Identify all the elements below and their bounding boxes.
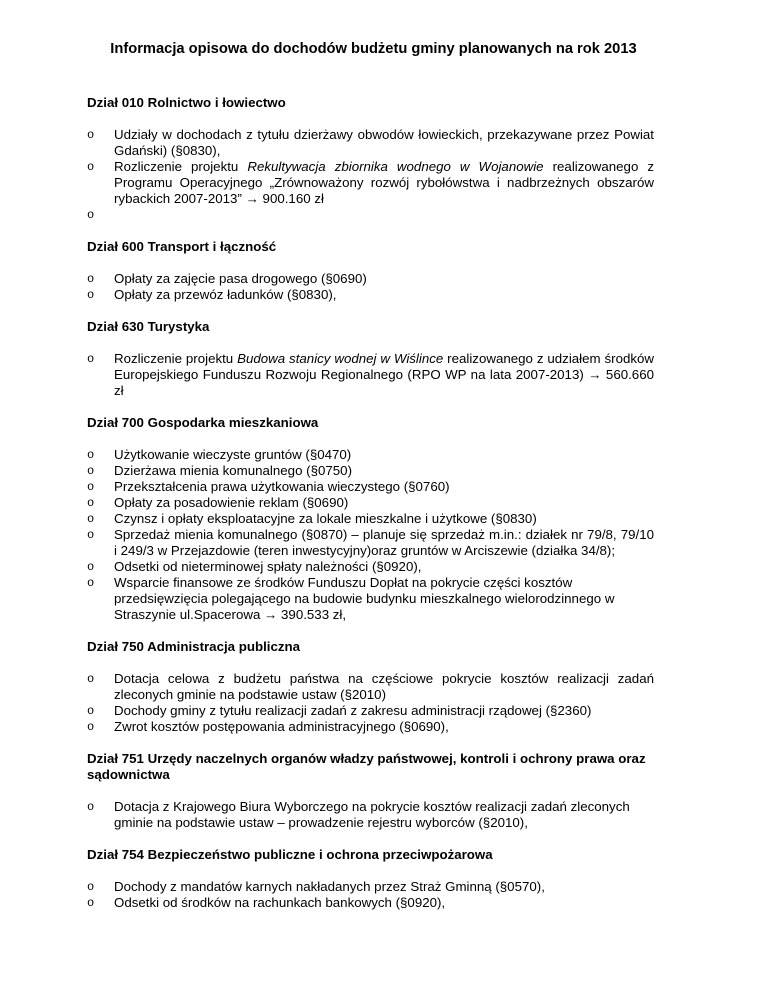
list-item xyxy=(87,511,654,527)
bullet-marker: o xyxy=(87,480,95,494)
list-item xyxy=(87,879,654,895)
list-item xyxy=(87,703,654,719)
item-text: Zwrot kosztów postępowania administracyjnego (§0690), xyxy=(114,719,449,734)
sections-container xyxy=(87,95,654,911)
item-text: Dzierżawa mienia komunalnego (§0750) xyxy=(114,463,352,478)
section-heading: Dział 754 Bezpieczeństwo publiczne i ochrona przeciwpożarowa xyxy=(87,847,493,862)
item-text: Dotacja celowa z budżetu państwa na częściowe pokrycie kosztów realizacji zadań zleconych gminie na podstawie ustaw (§2010) xyxy=(114,671,654,702)
list-item xyxy=(87,719,654,735)
bullet-marker: o xyxy=(87,672,95,686)
item-list xyxy=(87,351,654,399)
item-text: realizowanego z Programu Operacyjnego „Zrównoważony rozwój rybołówstwa i nadbrzeżnych obszarów rybackich 2007-2013” → 900.160 zł xyxy=(114,159,655,206)
item-list xyxy=(87,447,654,623)
list-item xyxy=(87,895,654,911)
bullet-marker: o xyxy=(87,160,95,174)
section-heading: Dział 600 Transport i łączność xyxy=(87,239,277,254)
list-item xyxy=(87,271,654,287)
list-item xyxy=(87,559,654,575)
item-text: Rozliczenie projektu xyxy=(114,351,238,366)
bullet-marker: o xyxy=(87,720,95,734)
list-item xyxy=(87,159,654,207)
list-item xyxy=(87,495,654,511)
list-item xyxy=(87,799,654,831)
bullet-marker: o xyxy=(87,464,95,478)
item-text: Użytkowanie wieczyste gruntów (§0470) xyxy=(114,447,352,462)
item-text: Przekształcenia prawa użytkowania wieczystego (§0760) xyxy=(114,479,450,494)
section-heading: Dział 751 Urzędy naczelnych organów władzy państwowej, kontroli i ochrony prawa oraz sądownictwa xyxy=(87,751,646,782)
document-title: Informacja opisowa do dochodów budżetu gminy planowanych na rok 2013 xyxy=(110,41,637,57)
bullet-marker: o xyxy=(87,288,95,302)
item-text: Odsetki od środków na rachunkach bankowych (§0920), xyxy=(114,895,446,910)
list-item xyxy=(87,479,654,495)
list-item xyxy=(87,527,654,559)
bullet-marker: o xyxy=(87,896,95,910)
bullet-marker: o xyxy=(87,576,95,590)
section xyxy=(87,95,654,239)
item-text: Opłaty za posadowienie reklam (§0690) xyxy=(114,495,349,510)
list-item xyxy=(87,351,654,399)
bullet-marker: o xyxy=(87,448,95,462)
item-text: Wsparcie finansowe ze środków Funduszu Dopłat na pokrycie części kosztów przedsięwzięcia polegającego na budowie budynku mieszkalnego wielorodzinnego w Straszynie ul.Spacerowa → 390.533 zł, xyxy=(114,575,615,622)
item-text: Czynsz i opłaty eksploatacyjne za lokale mieszkalne i użytkowe (§0830) xyxy=(114,511,537,526)
item-text: Opłaty za przewóz ładunków (§0830), xyxy=(114,287,337,302)
item-text: Udziały w dochodach z tytułu dzierżawy obwodów łowieckich, przekazywane przez Powiat Gdański) (§0830), xyxy=(114,127,654,158)
item-text: Dotacja z Krajowego Biura Wyborczego na pokrycie kosztów realizacji zadań zleconych gminie na podstawie ustaw – prowadzenie rejestru wyborców (§2010), xyxy=(114,799,630,830)
bullet-marker: o xyxy=(87,272,95,286)
item-list xyxy=(87,799,654,831)
section-heading: Dział 700 Gospodarka mieszkaniowa xyxy=(87,415,319,430)
item-list xyxy=(87,271,654,303)
item-list xyxy=(87,127,654,223)
item-list xyxy=(87,879,654,911)
bullet-marker: o xyxy=(87,528,95,542)
item-list xyxy=(87,671,654,735)
bullet-marker: o xyxy=(87,560,95,574)
item-text: Dochody gminy z tytułu realizacji zadań z zakresu administracji rządowej (§2360) xyxy=(114,703,592,718)
list-item xyxy=(87,287,654,303)
item-text: Opłaty za zajęcie pasa drogowego (§0690) xyxy=(114,271,367,286)
project-name: Rekultywacja zbiornika wodnego w Wojanowie xyxy=(247,159,544,174)
list-item xyxy=(87,207,654,223)
section xyxy=(87,639,654,751)
bullet-marker: o xyxy=(87,512,95,526)
bullet-marker: o xyxy=(87,352,95,366)
list-item xyxy=(87,575,654,623)
bullet-marker: o xyxy=(87,880,95,894)
section xyxy=(87,239,654,319)
section-heading: Dział 010 Rolnictwo i łowiectwo xyxy=(87,95,286,110)
bullet-marker: o xyxy=(87,496,95,510)
section xyxy=(87,319,654,415)
item-text: Sprzedaż mienia komunalnego (§0870) – planuje się sprzedaż m.in.: działek nr 79/8, 79/10 i 249/3 w Przejazdowie (teren inwestycyjny)oraz gruntów w Arciszewie (działka 34/8); xyxy=(114,527,654,558)
bullet-marker: o xyxy=(87,128,95,142)
list-item xyxy=(87,463,654,479)
item-text: Rozliczenie projektu xyxy=(114,159,248,174)
item-text: realizowanego z udziałem środków Europejskiego Funduszu Rozwoju Regionalnego (RPO WP na lata 2007-2013) → 560.660 zł xyxy=(114,351,655,398)
section xyxy=(87,415,654,639)
item-text: Dochody z mandatów karnych nakładanych przez Straż Gminną (§0570), xyxy=(114,879,545,894)
section-heading: Dział 750 Administracja publiczna xyxy=(87,639,301,654)
bullet-marker: o xyxy=(87,800,95,814)
list-item xyxy=(87,127,654,159)
section xyxy=(87,751,654,847)
item-text: Odsetki od nieterminowej spłaty należności (§0920), xyxy=(114,559,422,574)
bullet-marker: o xyxy=(87,704,95,718)
bullet-marker: o xyxy=(87,208,95,222)
project-name: Budowa stanicy wodnej w Wiślince xyxy=(237,351,444,366)
list-item xyxy=(87,447,654,463)
list-item xyxy=(87,671,654,703)
section-heading: Dział 630 Turystyka xyxy=(87,319,210,334)
section xyxy=(87,847,654,911)
